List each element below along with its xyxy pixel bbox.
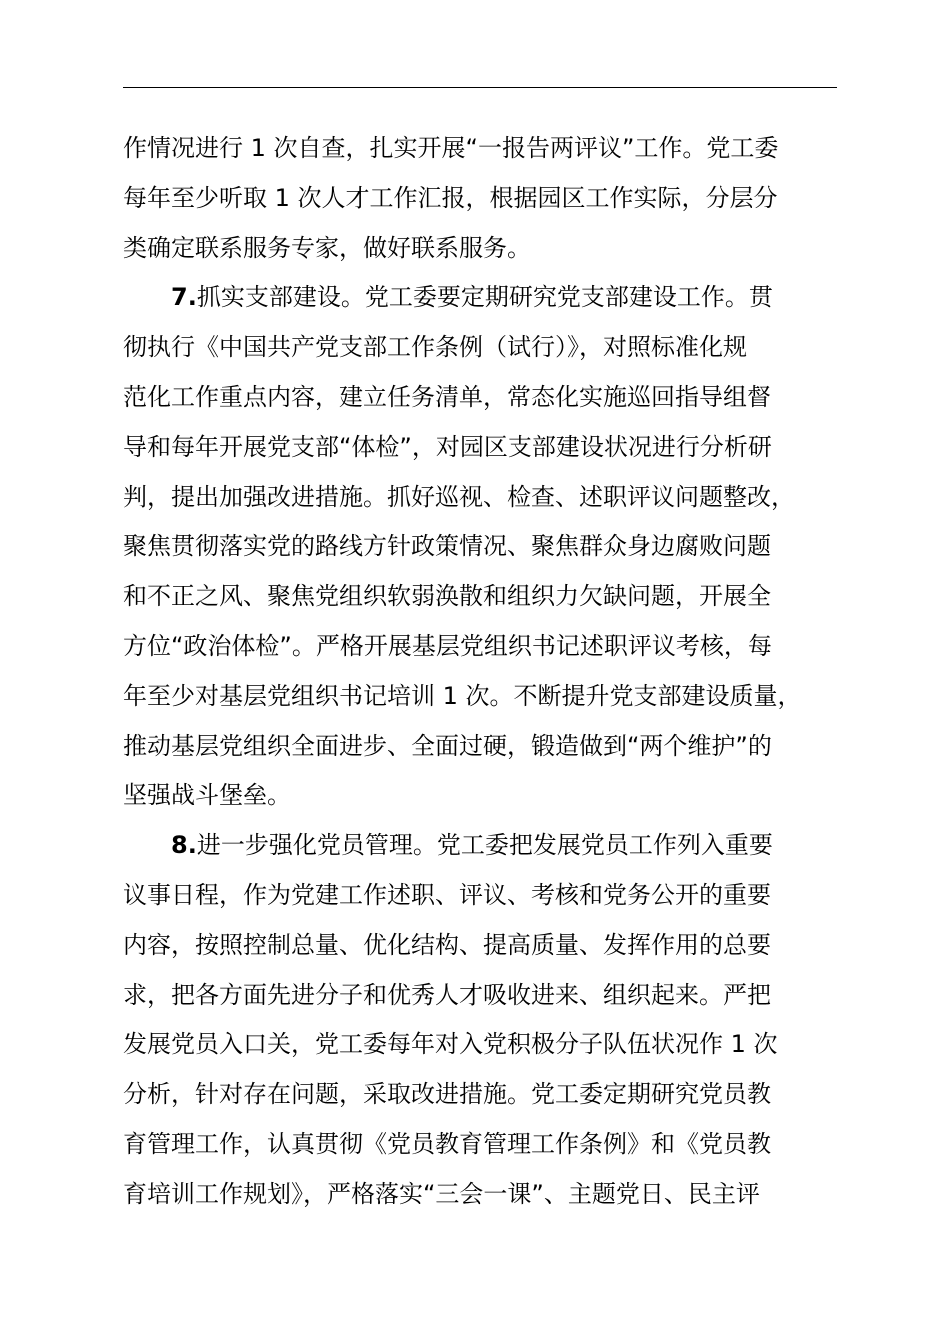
body-line: 聚焦贯彻落实党的路线方针政策情况、聚焦群众身边腐败问题 [123,532,771,561]
body-line: 求，把各方面先进分子和优秀人才吸收进来、组织起来。严把 [123,980,771,1009]
body-line: 方位“政治体检”。严格开展基层党组织书记述职评议考核，每 [123,631,772,660]
section-number: 7. [171,283,197,312]
section-8-heading-line: 8.进一步强化党员管理。党工委把发展党员工作列入重要 [171,831,773,860]
body-line: 范化工作重点内容，建立任务清单，常态化实施巡回指导组督 [123,382,771,411]
body-line: 内容，按照控制总量、优化结构、提高质量、发挥作用的总要 [123,930,771,959]
body-line: 分析，针对存在问题，采取改进措施。党工委定期研究党员教 [123,1080,771,1109]
document-body [123,124,863,1220]
body-line: 坚强战斗堡垒。 [123,781,291,810]
header-rule [123,87,837,88]
body-line: 育管理工作，认真贯彻《党员教育管理工作条例》和《党员教 [123,1129,771,1158]
body-line: 类确定联系服务专家，做好联系服务。 [123,233,531,262]
body-line: 发展党员入口关，党工委每年对入党积极分子队伍状况作 1 次 [123,1030,778,1059]
body-line: 和不正之风、聚焦党组织软弱涣散和组织力欠缺问题，开展全 [123,582,771,611]
body-line: 议事日程，作为党建工作述职、评议、考核和党务公开的重要 [123,880,771,909]
body-line: 年至少对基层党组织书记培训 1 次。不断提升党支部建设质量， [123,681,802,710]
section-number: 8. [171,831,197,860]
body-line: 育培训工作规划》，严格落实“三会一课”、主题党日、民主评 [123,1179,760,1208]
body-line: 彻执行《中国共产党支部工作条例（试行）》，对照标准化规 [123,333,747,362]
body-line: 推动基层党组织全面进步、全面过硬，锻造做到“两个维护”的 [123,731,772,760]
body-line: 作情况进行 1 次自查，扎实开展“一报告两评议”工作。党工委 [123,134,779,162]
section-7-heading-line: 7.抓实支部建设。党工委要定期研究党支部建设工作。贯 [171,283,773,312]
body-line: 导和每年开展党支部“体检”，对园区支部建设状况进行分析研 [123,432,772,461]
body-line: 每年至少听取 1 次人才工作汇报，根据园区工作实际，分层分 [123,183,778,212]
body-line: 判，提出加强改进措施。抓好巡视、检查、述职评议问题整改， [123,482,795,511]
